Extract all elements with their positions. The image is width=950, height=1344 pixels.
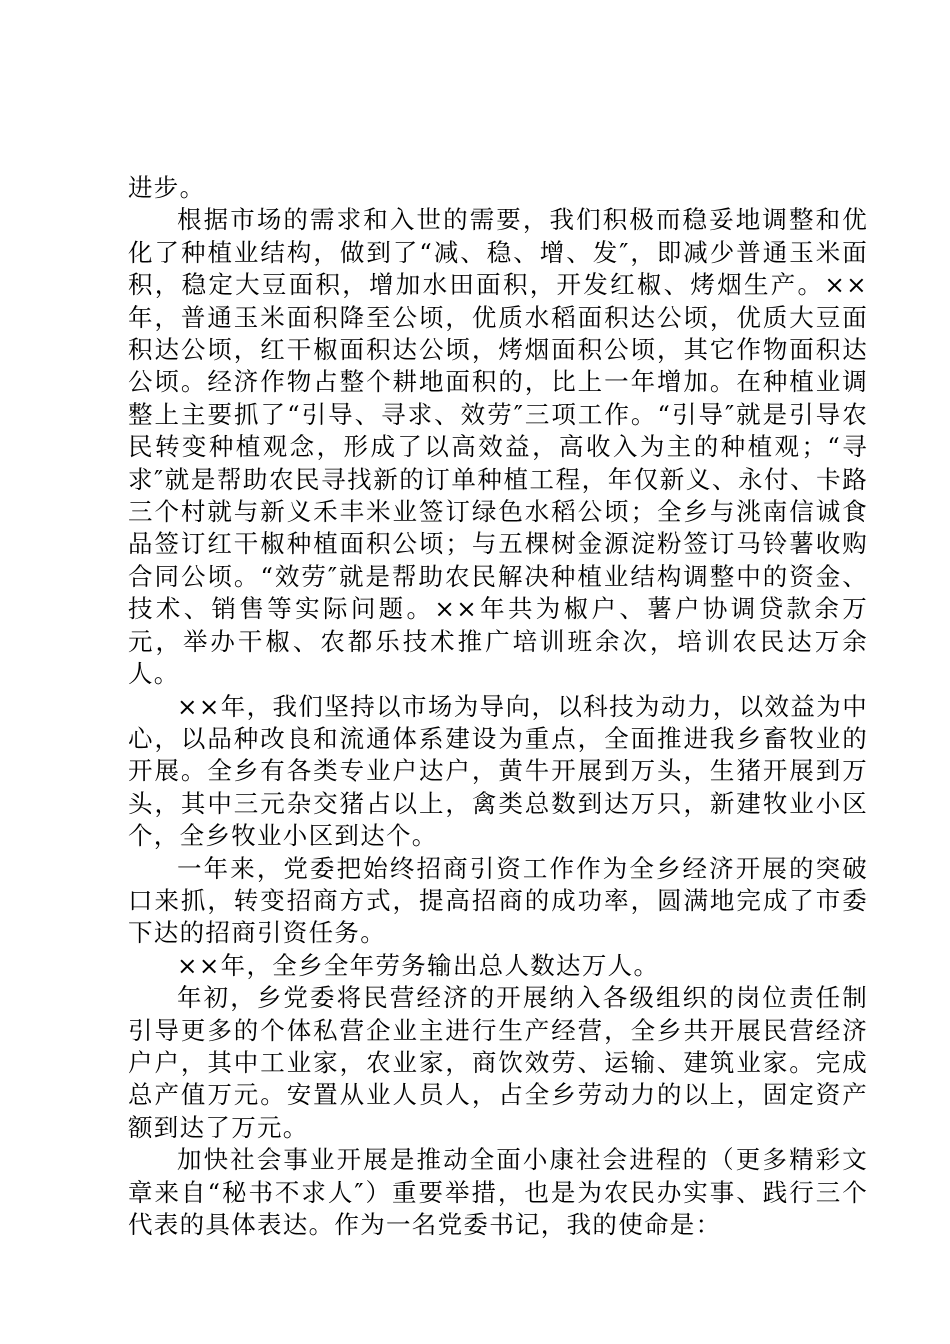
paragraph-social-affairs: 加快社会事业开展是推动全面小康社会进程的（更多精彩文章来自“秘书不求人″）重要举措，也是为农民办实事、践行三个代表的具体表达。作为一名党委书记，我的使命是： <box>128 1145 868 1239</box>
paragraph-continuation: 进步。 <box>128 173 206 202</box>
paragraph-animal-husbandry: ××年，我们坚持以市场为导向，以科技为动力，以效益为中心，以品种改良和流通体系建设为重点，全面推进我乡畜牧业的开展。全乡有各类专业户达户，黄牛开展到万头，生猪开展到万头，其中三元杂交猪占以上，禽类总数到达万只，新建牧业小区个，全乡牧业小区到达个。 <box>128 691 868 851</box>
paragraph-labor-export: ××年，全乡全年劳务输出总人数达万人。 <box>177 950 660 980</box>
document-body <box>128 172 868 1241</box>
paragraph-private-economy: 年初，乡党委将民营经济的开展纳入各级组织的岗位责任制引导更多的个体私营企业主进行生产经营，全乡共开展民营经济户户，其中工业家，农业家，商饮效劳、运输、建筑业家。完成总产值万元。安置从业人员人，占全乡劳动力的以上，固定资产额到达了万元。 <box>128 983 868 1142</box>
paragraph-planting-structure: 根据市场的需求和入世的需要，我们积极而稳妥地调整和优化了种植业结构，做到了“减、稳、增、发″，即减少普通玉米面积，稳定大豆面积，增加水田面积，开发红椒、烤烟生产。××年，普通玉米面积降至公顷，优质水稻面积达公顷，优质大豆面积达公顷，红干椒面积达公顷，烤烟面积公顷，其它作物面积达公顷。经济作物占整个耕地面积的，比上一年增加。在种植业调整上主要抓了“引导、寻求、效劳″三项工作。“引导″就是引导农民转变种植观念，形成了以高效益，高收入为主的种植观；“寻求″就是帮助农民寻找新的订单种植工程，年仅新义、永付、卡路三个村就与新义禾丰米业签订绿色水稻公顷；全乡与洮南信诚食品签订红干椒种植面积公顷；与五棵树金源淀粉签订马铃薯收购合同公顷。“效劳″就是帮助农民解决种植业结构调整中的资金、技术、销售等实际问题。××年共为椒户、薯户协调贷款余万元，举办干椒、农都乐技术推广培训班余次，培训农民达万余人。 <box>128 205 868 689</box>
paragraph-investment: 一年来，党委把始终招商引资工作作为全乡经济开展的突破口来抓，转变招商方式，提高招商的成功率，圆满地完成了市委下达的招商引资任务。 <box>128 853 868 948</box>
